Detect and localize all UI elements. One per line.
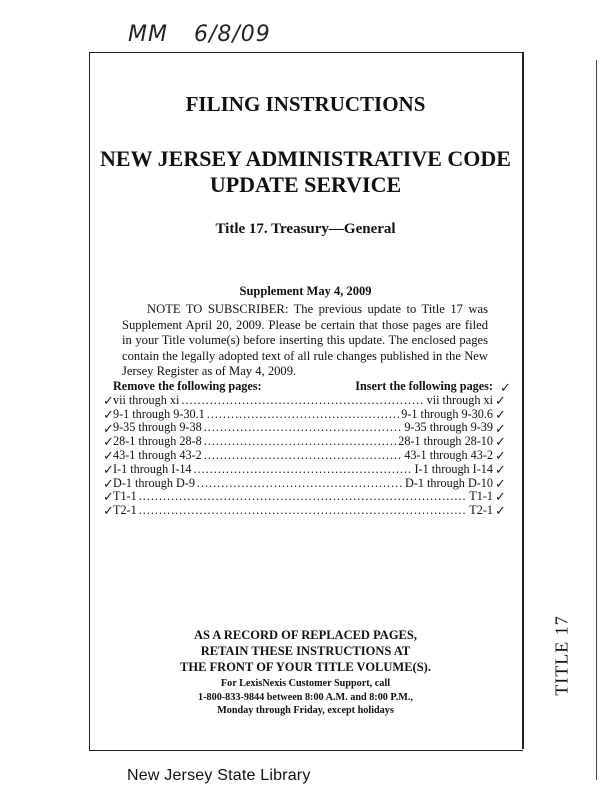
- remove-pages: 28-1 through 28-8: [113, 434, 202, 449]
- code-title-line2: UPDATE SERVICE: [209, 172, 402, 197]
- insert-pages: 28-1 through 28-10: [398, 434, 493, 449]
- insert-pages: 43-1 through 43-2: [404, 447, 493, 462]
- insert-pages: I-1 through I-14: [414, 461, 493, 476]
- checkmark-icon: ✓: [103, 463, 114, 478]
- checkmark-icon: ✓: [495, 477, 506, 492]
- remove-pages: I-1 through I-14: [113, 461, 192, 476]
- frame-right-rule: [522, 52, 524, 749]
- table-row: [113, 449, 493, 463]
- leader-dots: [139, 504, 468, 518]
- leader-dots: [207, 408, 400, 422]
- table-row: [113, 421, 493, 435]
- table-row: [113, 504, 493, 518]
- checkmark-icon: ✓: [495, 435, 506, 450]
- support-line3: Monday through Friday, except holidays: [217, 705, 394, 716]
- checkmark-icon: ✓: [103, 504, 114, 519]
- table-row: [113, 490, 493, 504]
- title-tab: [547, 615, 577, 695]
- table-row: [113, 435, 493, 449]
- checkmark-icon: ✓: [495, 463, 506, 478]
- title-tab-label: TITLE 17: [551, 614, 572, 696]
- insert-pages: T2-1: [469, 503, 493, 518]
- insert-pages: vii through xi: [426, 392, 493, 407]
- checkmark-icon: ✓: [495, 504, 506, 519]
- filing-instructions-heading: FILING INSTRUCTIONS: [185, 92, 426, 116]
- remove-pages: 9-35 through 9-38: [113, 420, 202, 435]
- remove-pages: 43-1 through 43-2: [113, 447, 202, 462]
- checkmark-icon: ✓: [103, 408, 114, 423]
- insert-pages: 9-1 through 9-30.6: [401, 406, 493, 421]
- handwritten-date: 6/8/09: [193, 22, 271, 47]
- retain-line2: RETAIN THESE INSTRUCTIONS AT: [200, 644, 411, 658]
- retain-instructions: [89, 627, 522, 675]
- table-row: [113, 477, 493, 491]
- remove-pages: T1-1: [113, 489, 137, 504]
- supplement-date: Supplement May 4, 2009: [239, 284, 372, 298]
- checkmark-icon: ✓: [103, 394, 114, 409]
- remove-pages: 9-1 through 9-30.1: [113, 406, 205, 421]
- handwritten-initials: MM: [128, 22, 168, 47]
- title-name: Title 17. Treasury—General: [215, 221, 396, 237]
- checkmark-icon: ✓: [103, 477, 114, 492]
- checkmark-icon: ✓: [495, 422, 506, 437]
- leader-dots: [204, 435, 397, 449]
- checkmark-icon: ✓: [103, 449, 114, 464]
- insert-pages: T1-1: [469, 489, 493, 504]
- tab-edge-rule: [596, 60, 597, 780]
- page-replacement-table: [113, 380, 493, 518]
- checkmark-icon: ✓: [495, 449, 506, 464]
- remove-pages: D-1 through D-9: [113, 475, 195, 490]
- table-row: [113, 394, 493, 408]
- table-header: [113, 380, 493, 394]
- checkmark-icon: ✓: [103, 422, 114, 437]
- leader-dots: [204, 421, 403, 435]
- remove-pages: vii through xi: [113, 392, 180, 407]
- support-line2: 1-800-833-9844 between 8:00 A.M. and 8:00 P.M.,: [198, 691, 413, 703]
- leader-dots: [204, 449, 403, 463]
- checkmark-icon: ✓: [103, 490, 114, 505]
- library-stamp: New Jersey State Library: [127, 767, 311, 784]
- insert-pages: 9-35 through 9-39: [404, 420, 493, 435]
- code-title: [89, 146, 522, 198]
- insert-pages: D-1 through D-10: [404, 475, 493, 490]
- table-row: [113, 408, 493, 422]
- checkmark-icon: ✓: [500, 381, 511, 396]
- table-row: [113, 463, 493, 477]
- retain-line1: AS A RECORD OF REPLACED PAGES,: [194, 628, 417, 642]
- leader-dots: [197, 477, 403, 491]
- support-line1: For LexisNexis Customer Support, call: [220, 678, 391, 689]
- handwritten-initials-date: [128, 22, 271, 47]
- checkmark-icon: ✓: [495, 394, 506, 409]
- remove-pages: T2-1: [113, 503, 137, 518]
- code-title-line1: NEW JERSEY ADMINISTRATIVE CODE: [100, 146, 511, 171]
- checkmark-icon: ✓: [495, 490, 506, 505]
- retain-line3: THE FRONT OF YOUR TITLE VOLUME(S).: [180, 660, 431, 674]
- leader-dots: [194, 463, 413, 477]
- leader-dots: [139, 490, 468, 504]
- insert-header: Insert the following pages:: [355, 379, 493, 393]
- checkmark-icon: ✓: [495, 408, 506, 423]
- remove-header: Remove the following pages:: [113, 379, 262, 393]
- checkmark-icon: ✓: [103, 435, 114, 450]
- subscriber-note: NOTE TO SUBSCRIBER: The previous update to Title 17 was Supplement April 20, 2009. Please be certain that those pages are filed in your Title volume(s) before inserting this update. The enclosed pages contain the legally adopted text of all rule changes published in the New Jersey Register as of May 4, 2009.: [122, 302, 488, 378]
- leader-dots: [181, 394, 424, 408]
- customer-support: [89, 677, 522, 718]
